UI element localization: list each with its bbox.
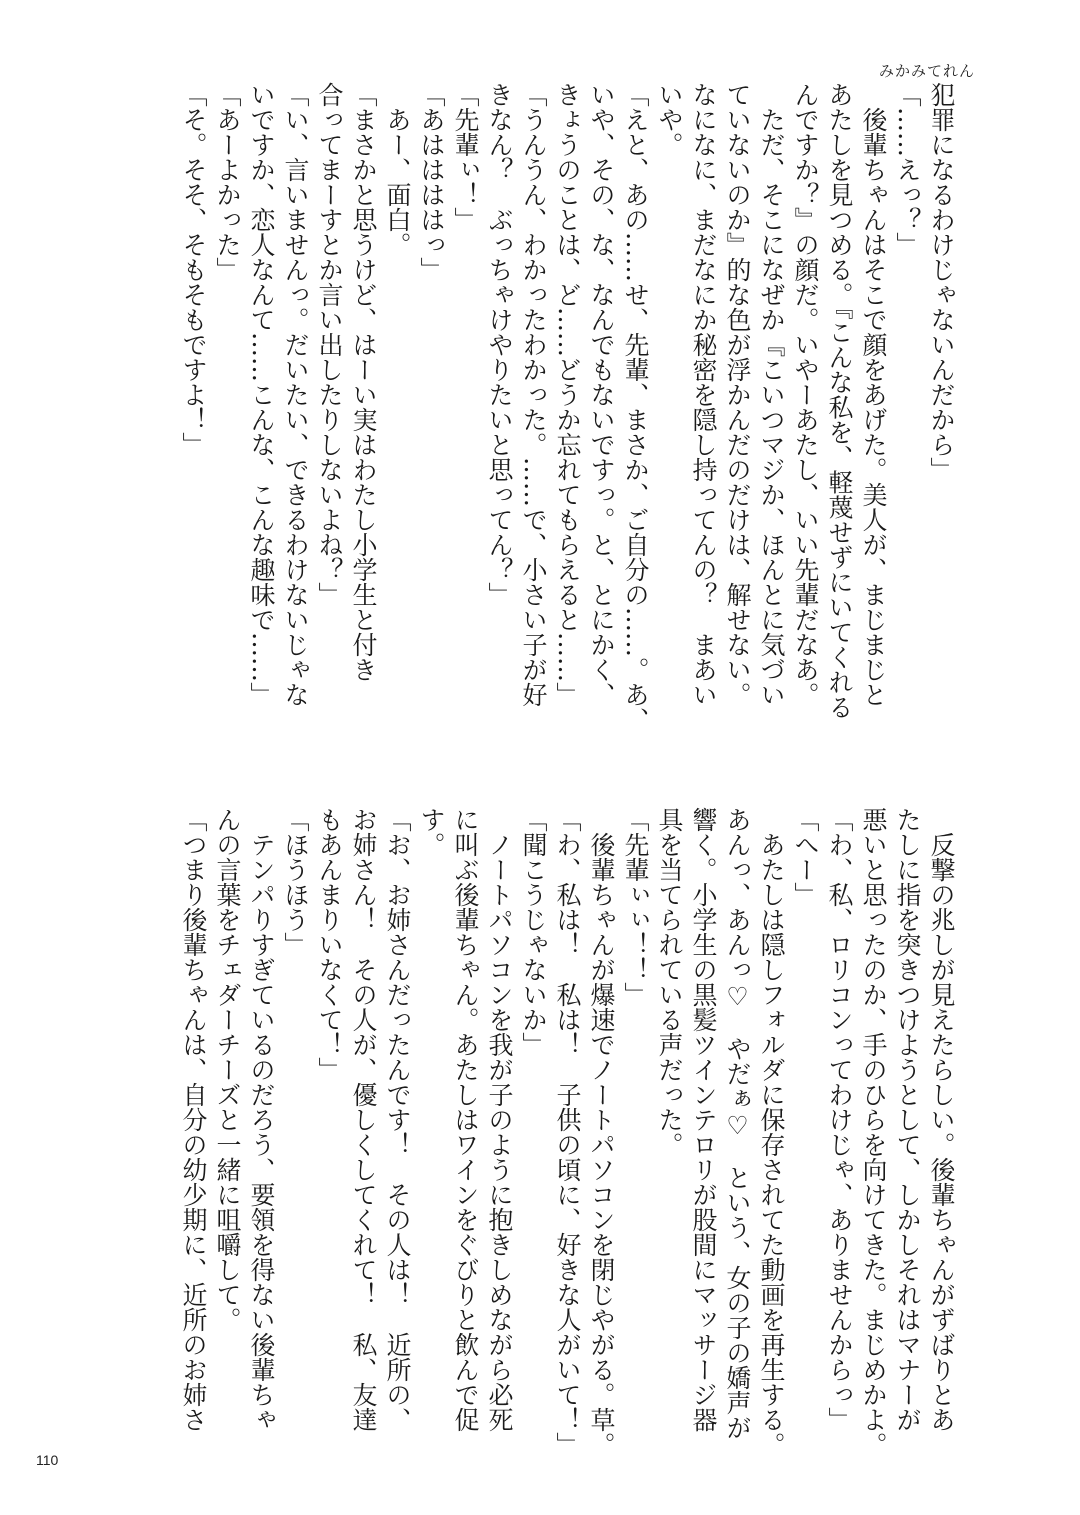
text-line: きなん？ ぶっちゃけやりたいと思ってん？」 <box>485 82 514 607</box>
text-line: 「聞こうじゃないか」 <box>519 807 548 1057</box>
text-line: 「まさかと思うけど、はーい実はわたし小学生と付き <box>349 82 378 682</box>
text-line: 「……えっ？」 <box>893 82 922 257</box>
text-line: いですか、恋人なんて……こんな、こんな趣味で……」 <box>247 82 276 707</box>
text-line: 「えと、あの……せ、先輩、まさか、ご自分の……。あ、 <box>621 82 650 732</box>
text-line: 「お、お姉さんだったんです！ その人は！ 近所の、 <box>383 807 412 1432</box>
text-line: ただ、そこになぜか『こいつマジか、ほんとに気づい <box>757 82 786 707</box>
text-line: に叫ぶ後輩ちゃん。あたしはワインをぐびりと飲んで促 <box>451 807 480 1432</box>
text-line: あたしは隠しフォルダに保存されてた動画を再生する。 <box>757 807 786 1457</box>
page-number: 110 <box>36 1452 59 1468</box>
text-block-top <box>168 82 958 732</box>
text-line: 「わ、私、ロリコンってわけじゃ、ありませんからっ」 <box>825 807 854 1432</box>
text-line: あー、面白。 <box>383 82 412 257</box>
text-line: 「わ、私は！ 私は！ 子供の頃に、好きな人がいて！」 <box>553 807 582 1457</box>
text-line: なになに、まだなにか秘密を隠し持ってんの？ まあい <box>689 82 718 707</box>
text-line: 後輩ちゃんはそこで顔をあげた。美人が、まじまじと <box>859 82 888 707</box>
text-line: 「あははははっ」 <box>417 82 446 282</box>
text-line: お姉さん！ その人が、優しくしてくれて！ 私、友達 <box>349 807 378 1432</box>
text-line: あたしを見つめる。『こんな私を、軽蔑せずにいてくれる <box>825 82 854 720</box>
text-line: いや。 <box>655 82 684 157</box>
text-line: ていないのか』的な色が浮かんだのだけは、解せない。 <box>723 82 752 707</box>
text-line: いや、その、な、なんでもないですっ。と、とにかく、 <box>587 82 616 707</box>
text-line: 「ほうほう」 <box>281 807 310 957</box>
text-line: 「つまり後輩ちゃんは、自分の幼少期に、近所のお姉さ <box>179 807 208 1432</box>
text-line: 「へー」 <box>791 807 820 907</box>
text-line: 後輩ちゃんが爆速でノートパソコンを閉じやがる。草。 <box>587 807 616 1457</box>
text-line: ノートパソコンを我が子のように抱きしめながら必死 <box>485 807 514 1432</box>
text-line: す。 <box>417 807 446 857</box>
text-line: 響く。小学生の黒髪ツインテロリが股間にマッサージ器 <box>689 807 718 1432</box>
text-line: 犯罪になるわけじゃないんだから」 <box>927 82 956 482</box>
text-line: もあんまりいなくて！」 <box>315 807 344 1082</box>
text-line: 「そ。そそ、そもそもですよ！」 <box>179 82 208 457</box>
text-line: たしに指を突きつけようとして、しかしそれはマナーが <box>893 807 922 1432</box>
text-line: テンパりすぎているのだろう、要領を得ない後輩ちゃ <box>247 807 276 1432</box>
text-line: 合ってまーすとか言い出したりしないよね？」 <box>315 82 344 607</box>
text-block-bottom <box>168 807 958 1457</box>
text-line: 「先輩ぃぃ！！」 <box>621 807 650 1007</box>
text-line: あんっ、あんっ♡ やだぁ♡ という、女の子の嬌声が <box>723 807 752 1440</box>
author-name: みかみてれん <box>878 62 975 80</box>
text-line: 悪いと思ったのか、手のひらを向けてきた。まじめかよ。 <box>859 807 888 1457</box>
text-line: 具を当てられている声だった。 <box>655 807 684 1157</box>
text-line: 反撃の兆しが見えたらしい。後輩ちゃんがずばりとあ <box>927 807 956 1432</box>
text-line: 「うんうん、わかったわかった。……で、小さい子が好 <box>519 82 548 707</box>
text-line: 「あーよかった」 <box>213 82 242 282</box>
text-line: んの言葉をチェダーチーズと一緒に咀嚼して。 <box>213 807 242 1332</box>
text-line: 「い、言いませんっ。だいたい、できるわけないじゃな <box>281 82 310 707</box>
text-line: 「先輩ぃ！」 <box>451 82 480 232</box>
text-line: んですか？』の顔だ。いやーあたし、いい先輩だなあ。 <box>791 82 820 707</box>
text-line: きょうのことは、ど……どうか忘れてもらえると……」 <box>553 82 582 707</box>
